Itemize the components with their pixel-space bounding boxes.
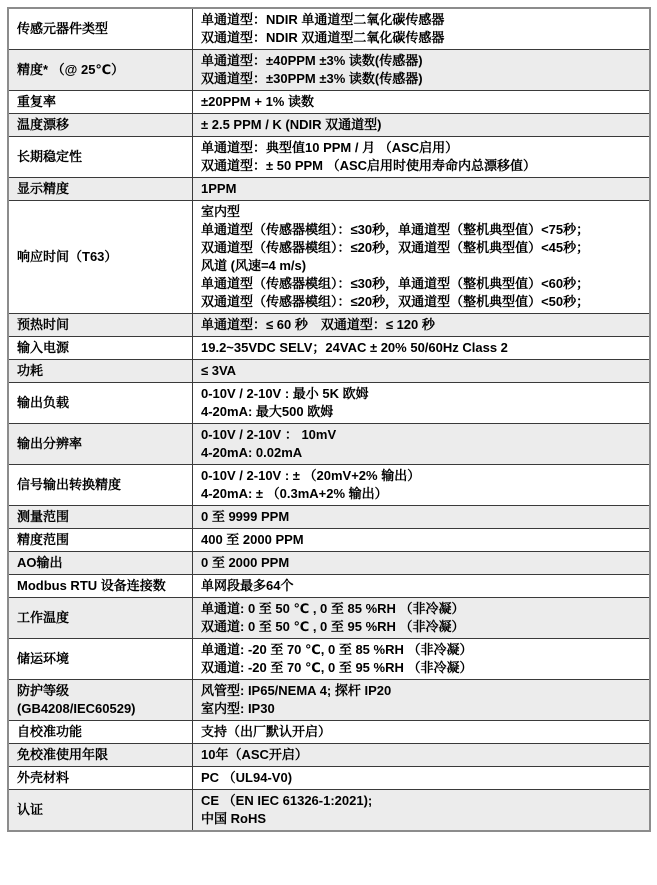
row-value-line: 双通道型（传感器模组）：≤20秒，双通道型（整机典型值）<50秒；	[201, 294, 590, 309]
row-label	[9, 680, 193, 720]
row-label	[9, 91, 193, 113]
row-value-line: 风道 (风速=4 m/s)	[201, 258, 307, 273]
row-value-line: 双通道: -20 至 70 ℃, 0 至 95 %RH （非冷凝）	[201, 660, 473, 675]
table-row	[9, 551, 649, 574]
row-value-line: 室内型: IP30	[201, 701, 275, 716]
row-value	[193, 680, 649, 720]
row-value	[193, 50, 649, 90]
row-value-line: 单通道型：典型值10 PPM / 月 （ASC启用）	[201, 140, 459, 155]
row-value-line: 双通道: 0 至 50 ℃ , 0 至 95 %RH （非冷凝）	[201, 619, 465, 634]
row-value-line: 双通道型：±30PPM ±3% 读数(传感器)	[201, 71, 423, 86]
row-label-line: 精度* （@ 25℃）	[17, 62, 125, 77]
row-value-line: 4-20mA: ± （0.3mA+2% 输出）	[201, 486, 388, 501]
row-label-line: 防护等级	[17, 683, 70, 698]
row-value-line: 中国 RoHS	[201, 811, 267, 826]
row-value	[193, 529, 649, 551]
row-label-line: 免校准使用年限	[17, 747, 109, 762]
row-label	[9, 314, 193, 336]
row-value-line: 室内型	[201, 204, 241, 219]
row-label	[9, 137, 193, 177]
row-value	[193, 424, 649, 464]
row-value-line: 单通道型（传感器模组）：≤30秒，单通道型（整机典型值）<75秒；	[201, 222, 590, 237]
table-row	[9, 336, 649, 359]
row-value-line: 双通道型：NDIR 双通道型二氧化碳传感器	[201, 30, 445, 45]
table-row	[9, 638, 649, 679]
row-value-line: 单通道型（传感器模组）：≤30秒，单通道型（整机典型值）<60秒；	[201, 276, 590, 291]
row-value-line: 单通道: -20 至 70 ℃, 0 至 85 %RH （非冷凝）	[201, 642, 473, 657]
row-value-line: 单通道: 0 至 50 ℃ , 0 至 85 %RH （非冷凝）	[201, 601, 465, 616]
table-row	[9, 505, 649, 528]
row-value-line: 0 至 9999 PPM	[201, 509, 290, 524]
row-value-line: 单通道型：≤ 60 秒 双通道型：≤ 120 秒	[201, 317, 435, 332]
row-value-line: 400 至 2000 PPM	[201, 532, 304, 547]
row-label	[9, 201, 193, 313]
row-label	[9, 552, 193, 574]
row-value-line: 4-20mA: 最大500 欧姆	[201, 404, 334, 419]
row-label-line: 信号输出转换精度	[17, 477, 122, 492]
row-value-line: 0 至 2000 PPM	[201, 555, 290, 570]
row-label	[9, 639, 193, 679]
row-value	[193, 465, 649, 505]
row-value-line: ±20PPM + 1% 读数	[201, 94, 314, 109]
row-label-line: 测量范围	[17, 509, 70, 524]
row-value-line: 0-10V / 2-10V ： 10mV	[201, 427, 337, 442]
table-row	[9, 177, 649, 200]
table-row	[9, 597, 649, 638]
row-value	[193, 91, 649, 113]
table-row	[9, 359, 649, 382]
row-label-line: 认证	[17, 802, 44, 817]
row-label	[9, 337, 193, 359]
row-value	[193, 506, 649, 528]
table-row	[9, 743, 649, 766]
row-value-line: 单通道型：±40PPM ±3% 读数(传感器)	[201, 53, 423, 68]
row-value-line: 1PPM	[201, 181, 237, 196]
table-row	[9, 574, 649, 597]
row-value	[193, 552, 649, 574]
row-label-line: 精度范围	[17, 532, 70, 547]
table-row	[9, 766, 649, 789]
row-label	[9, 575, 193, 597]
row-value	[193, 767, 649, 789]
row-label-line: 外壳材料	[17, 770, 70, 785]
table-row	[9, 464, 649, 505]
table-row	[9, 789, 649, 830]
row-label-line: 输出负载	[17, 395, 70, 410]
row-value-line: CE （EN IEC 61326-1:2021);	[201, 793, 373, 808]
table-row	[9, 679, 649, 720]
row-value-line: ≤ 3VA	[201, 363, 237, 378]
row-value-line: 0-10V / 2-10V : 最小 5K 欧姆	[201, 386, 369, 401]
row-value	[193, 575, 649, 597]
row-value	[193, 383, 649, 423]
row-label-line: (GB4208/IEC60529)	[17, 701, 136, 716]
table-row	[9, 90, 649, 113]
row-label	[9, 50, 193, 90]
row-value-line: 19.2~35VDC SELV；24VAC ± 20% 50/60Hz Class 2	[201, 340, 508, 355]
row-label-line: 输出分辨率	[17, 436, 83, 451]
row-label	[9, 721, 193, 743]
row-value	[193, 137, 649, 177]
row-label-line: 传感元器件类型	[17, 21, 109, 36]
row-label	[9, 114, 193, 136]
row-value-line: 10年（ASC开启）	[201, 747, 308, 762]
row-value	[193, 598, 649, 638]
row-label-line: 自校准功能	[17, 724, 83, 739]
row-label	[9, 383, 193, 423]
row-value	[193, 721, 649, 743]
row-value	[193, 790, 649, 830]
row-label	[9, 465, 193, 505]
row-label-line: 预热时间	[17, 317, 70, 332]
row-label-line: Modbus RTU 设备连接数	[17, 578, 166, 593]
row-label	[9, 529, 193, 551]
row-value-line: 单网段最多64个	[201, 578, 294, 593]
row-value-line: 风管型: IP65/NEMA 4; 探杆 IP20	[201, 683, 392, 698]
row-label	[9, 506, 193, 528]
row-value-line: 4-20mA: 0.02mA	[201, 445, 303, 460]
row-value	[193, 201, 649, 313]
table-row	[9, 382, 649, 423]
row-label-line: 输入电源	[17, 340, 70, 355]
row-label-line: 功耗	[17, 363, 44, 378]
table-row	[9, 528, 649, 551]
table-row	[9, 313, 649, 336]
table-row	[9, 136, 649, 177]
row-label-line: 温度漂移	[17, 117, 70, 132]
spec-table	[7, 7, 651, 832]
row-label	[9, 360, 193, 382]
table-row	[9, 9, 649, 49]
row-label-line: 长期稳定性	[17, 149, 83, 164]
table-row	[9, 720, 649, 743]
row-value-line: 0-10V / 2-10V : ± （20mV+2% 输出）	[201, 468, 421, 483]
row-label-line: 显示精度	[17, 181, 70, 196]
row-value	[193, 9, 649, 49]
row-value-line: 单通道型：NDIR 单通道型二氧化碳传感器	[201, 12, 445, 27]
row-value-line: 双通道型：± 50 PPM （ASC启用时使用寿命内总漂移值）	[201, 158, 537, 173]
row-value-line: 双通道型（传感器模组）：≤20秒，双通道型（整机典型值）<45秒；	[201, 240, 590, 255]
row-label-line: AO输出	[17, 555, 63, 570]
row-value	[193, 744, 649, 766]
row-label	[9, 767, 193, 789]
table-row	[9, 423, 649, 464]
row-label-line: 响应时间（T63）	[17, 249, 118, 264]
row-label	[9, 790, 193, 830]
row-value	[193, 178, 649, 200]
table-row	[9, 200, 649, 313]
row-label-line: 工作温度	[17, 610, 70, 625]
row-value-line: PC （UL94-V0)	[201, 770, 293, 785]
table-row	[9, 49, 649, 90]
row-value	[193, 360, 649, 382]
row-value-line: 支持（出厂默认开启）	[201, 724, 332, 739]
row-label	[9, 9, 193, 49]
row-label-line: 重复率	[17, 94, 57, 109]
row-label-line: 储运环境	[17, 651, 70, 666]
row-value	[193, 114, 649, 136]
row-label	[9, 598, 193, 638]
row-label	[9, 178, 193, 200]
row-label	[9, 744, 193, 766]
row-value	[193, 337, 649, 359]
row-label	[9, 424, 193, 464]
table-row	[9, 113, 649, 136]
row-value	[193, 639, 649, 679]
row-value	[193, 314, 649, 336]
row-value-line: ± 2.5 PPM / K (NDIR 双通道型)	[201, 117, 382, 132]
